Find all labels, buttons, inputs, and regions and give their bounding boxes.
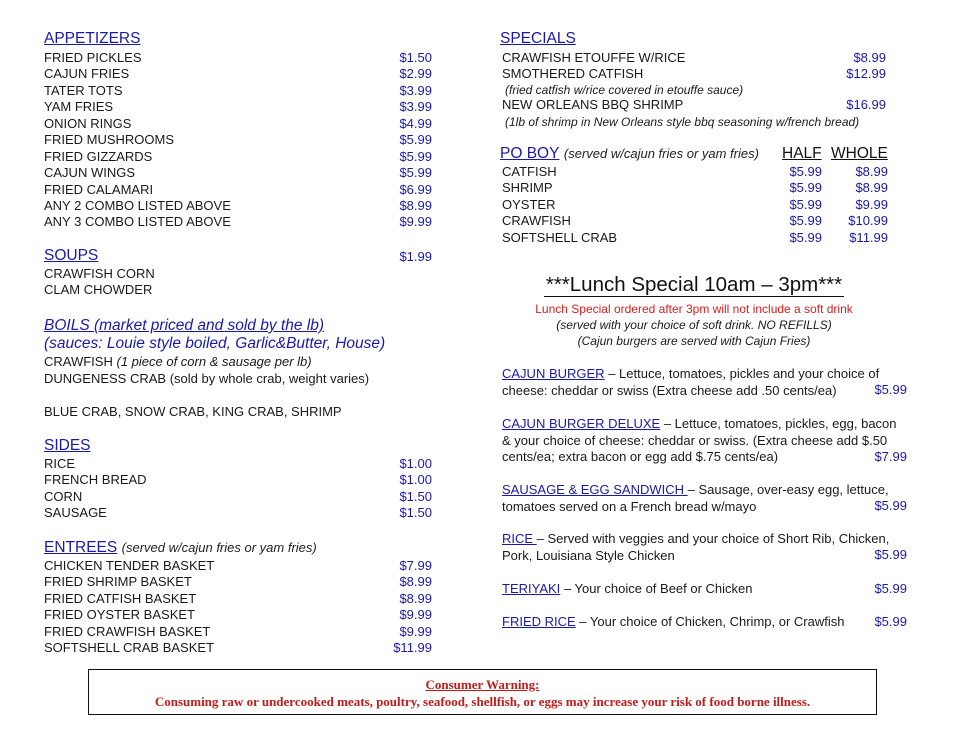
item-name: FRIED PICKLES [44, 50, 142, 65]
list-item [44, 505, 432, 521]
item-price: $5.99 [399, 148, 432, 164]
item-price-whole: $11.99 [849, 229, 888, 245]
item-price: $1.00 [399, 456, 432, 471]
item-name: SOFTSHELL CRAB [502, 229, 618, 245]
entrees-list [44, 558, 432, 657]
list-item [502, 230, 888, 246]
item-price-half: $5.99 [789, 164, 822, 179]
consumer-warning-title: Consumer Warning: [425, 677, 540, 692]
lunch-item-cajun-burger-deluxe: CAJUN BURGER DELUXE – Lettuce, tomatoes, pickles, egg, bacon & your choice of cheese: cheddar or swiss. (Extra cheese add $.50 cents/ea; extra bacon or egg add $.75 cents/ea) $7.99 [502, 416, 907, 465]
item-name: SOFTSHELL CRAB BASKET [44, 640, 215, 656]
item-price: $9.99 [399, 607, 432, 623]
list-item [44, 574, 432, 590]
item-name: CRAWFISH [502, 213, 571, 229]
item-price: $1.50 [399, 50, 432, 65]
lunch-heading: ***Lunch Special 10am – 3pm*** [545, 273, 843, 296]
item-price: $1.00 [399, 472, 432, 488]
item-name: FRIED CALAMARI [44, 181, 154, 197]
item-name: SAUSAGE [44, 505, 107, 521]
item-price: $2.99 [399, 66, 432, 82]
item-price-whole: $8.99 [855, 180, 888, 196]
list-item [44, 624, 432, 640]
list-item [44, 489, 432, 505]
item-name: FRIED GIZZARDS [44, 148, 153, 164]
lunch-warning: Lunch Special ordered after 3pm will not include a soft drink [535, 302, 853, 316]
item-price: $7.99 [399, 558, 432, 573]
list-item [502, 180, 888, 196]
specials-heading: SPECIALS [500, 30, 576, 47]
item-price-half: $5.99 [789, 196, 822, 212]
poboy-half-header: HALF [782, 145, 822, 162]
item-name: FRIED MUSHROOMS [44, 132, 174, 148]
item-name: RICE [44, 456, 76, 471]
soups-heading: SOUPS [44, 247, 99, 264]
item-name: SHRIMP [502, 180, 553, 196]
item-price-half: $5.99 [789, 180, 822, 196]
list-item [44, 132, 432, 148]
list-item [44, 50, 432, 66]
item-name: CHICKEN TENDER BASKET [44, 558, 215, 573]
boils-crawfish: CRAWFISH (1 piece of corn & sausage per lb) [44, 354, 312, 369]
list-item [44, 640, 432, 656]
lunch-note-refills: (served with your choice of soft drink. NO REFILLS) [556, 318, 832, 332]
appetizers-heading: APPETIZERS [44, 30, 141, 47]
item-name: FRIED OYSTER BASKET [44, 607, 195, 623]
list-item [44, 591, 432, 607]
item-name: ANY 2 COMBO LISTED ABOVE [44, 197, 231, 213]
item-price-half: $5.99 [789, 229, 822, 245]
list-item [44, 165, 432, 181]
item-price-whole: $10.99 [848, 213, 888, 229]
boils-dungeness: DUNGENESS CRAB (sold by whole crab, weight varies) [44, 371, 370, 386]
item-price: $3.99 [399, 82, 432, 98]
item-name: CORN [44, 488, 83, 504]
list-item [44, 472, 432, 488]
list-item [44, 607, 432, 623]
item-name: CAJUN WINGS [44, 165, 135, 181]
list-item [44, 456, 432, 472]
item-name: YAM FRIES [44, 99, 114, 115]
list-item [44, 182, 432, 198]
list-item [44, 149, 432, 165]
list-item: SMOTHERED CATFISH $12.99 [502, 66, 886, 82]
consumer-warning-text: Consuming raw or undercooked meats, poultry, seafood, shellfish, or eggs may increase your risk of food borne illness. [154, 694, 811, 709]
item-name: OYSTER [502, 196, 556, 212]
list-item [44, 99, 432, 115]
item-price: $11.99 [393, 640, 432, 656]
item-price: $9.99 [399, 214, 432, 230]
lunch-item-fried-rice: FRIED RICE – Your choice of Chicken, Chrimp, or Crawfish $5.99 [502, 614, 907, 630]
item-price-whole: $9.99 [855, 196, 888, 212]
item-name: CAJUN FRIES [44, 66, 130, 82]
poboy-whole-header: WHOLE [831, 145, 888, 162]
lunch-note-burgers: (Cajun burgers are served with Cajun Fries) [577, 334, 811, 348]
poboy-heading: PO BOY (served w/cajun fries or yam fries) [500, 145, 759, 162]
item-price: $3.99 [399, 99, 432, 115]
list-item [44, 66, 432, 82]
soups-price: $1.99 [399, 249, 432, 264]
item-price-half: $5.99 [789, 213, 822, 229]
bbq-item [502, 97, 886, 113]
item-price: $6.99 [399, 181, 432, 197]
item-price: $8.99 [399, 590, 432, 606]
lunch-item-sausage-egg-sandwich: SAUSAGE & EGG SANDWICH – Sausage, over-easy egg, lettuce, tomatoes served on a French bread w/mayo $5.99 [502, 482, 907, 514]
appetizers-list [44, 50, 432, 231]
smothered-note: (fried catfish w/rice covered in etouffe sauce) [505, 83, 744, 97]
item-name: ANY 3 COMBO LISTED ABOVE [44, 214, 231, 230]
item-price: $5.99 [399, 132, 432, 148]
entrees-heading: ENTREES (served w/cajun fries or yam fries) [44, 539, 317, 556]
list-item [502, 164, 888, 180]
sides-heading: SIDES [44, 437, 91, 454]
item-price: $1.50 [399, 505, 432, 521]
item-name: CATFISH [502, 164, 557, 179]
lunch-item-teriyaki: TERIYAKI – Your choice of Beef or Chicken $5.99 [502, 581, 907, 597]
item-price: $1.50 [399, 488, 432, 504]
item-name: FRIED SHRIMP BASKET [44, 574, 192, 590]
boils-others: BLUE CRAB, SNOW CRAB, KING CRAB, SHRIMP [44, 404, 342, 419]
lunch-item-cajun-burger: CAJUN BURGER – Lettuce, tomatoes, pickles and your choice of cheese: cheddar or swiss (Extra cheese add .50 cents/ea) $5.99 [502, 366, 907, 398]
list-item: NEW ORLEANS BBQ SHRIMP $16.99 [502, 97, 886, 112]
list-item [44, 198, 432, 214]
poboy-list [502, 164, 888, 246]
item-price: $4.99 [399, 115, 432, 131]
item-price: $5.99 [399, 165, 432, 181]
boils-heading: BOILS (market priced and sold by the lb) [44, 317, 324, 334]
item-price: $8.99 [399, 574, 432, 590]
list-item [502, 213, 888, 229]
list-item: CRAWFISH ETOUFFE W/RICE $8.99 [502, 50, 886, 65]
item-price-whole: $8.99 [855, 164, 888, 179]
item-name: FRIED CATFISH BASKET [44, 590, 197, 606]
boils-sauces: (sauces: Louie style boiled, Garlic&Butter, House) [44, 335, 386, 352]
item-price: $8.99 [399, 197, 432, 213]
lunch-item-rice: RICE – Served with veggies and your choice of Short Rib, Chicken, Pork, Louisiana Style Chicken $5.99 [502, 531, 907, 563]
consumer-warning-box [88, 669, 877, 715]
item-price: $9.99 [399, 623, 432, 639]
list-item [44, 83, 432, 99]
list-item [44, 558, 432, 574]
list-item [44, 116, 432, 132]
item-name: ONION RINGS [44, 115, 132, 131]
item-name: FRENCH BREAD [44, 472, 147, 488]
bbq-note: (1lb of shrimp in New Orleans style bbq seasoning w/french bread) [505, 115, 860, 129]
list-item [44, 214, 432, 230]
sides-list [44, 456, 432, 522]
item-name: TATER TOTS [44, 82, 123, 98]
item-name: FRIED CRAWFISH BASKET [44, 623, 211, 639]
specials-list [502, 50, 886, 83]
list-item [502, 197, 888, 213]
